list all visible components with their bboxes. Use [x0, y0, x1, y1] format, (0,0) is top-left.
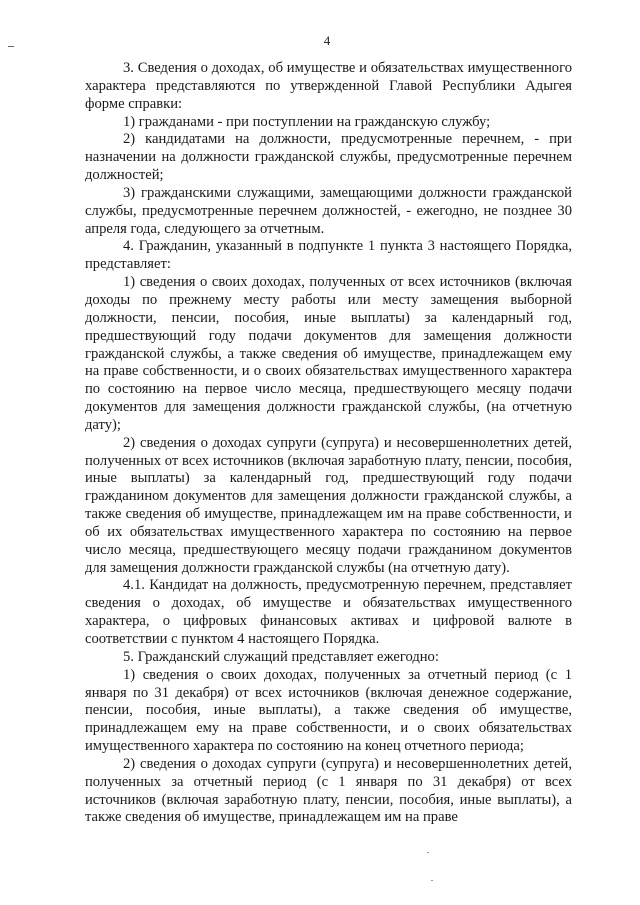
page-number: 4: [323, 33, 331, 48]
paragraph-3-item-2: 2) кандидатами на должности, предусмотренные перечнем, - при назначении на должности гражданской службы, предусмотренные перечнем должностей;: [85, 131, 572, 184]
paragraph-4-item-2: 2) сведения о доходах супруги (супруга) и несовершеннолетних детей, полученных от всех источников (включая заработную плату, пенсии, пособия, иные выплаты) за календарный год, предшествующий году подачи гражданином документов для замещения должности гражданской службы, а также сведения об имуществе, принадлежащем им на праве собственности, и об их обязательствах имущественного характера по состоянию на первое число месяца, предшествующего месяцу подачи гражданином документов для замещения должности гражданской службы (на отчетную дату).: [85, 434, 572, 576]
paragraph-3-item-3: 3) гражданскими служащими, замещающими должности гражданской службы, предусмотренные перечнем должностей, - ежегодно, не позднее 30 апреля года, следующего за отчетным.: [85, 184, 572, 237]
scan-speck: [427, 852, 429, 853]
document-body: [85, 60, 572, 827]
paragraph-4-1: 4.1. Кандидат на должность, предусмотренную перечнем, представляет сведения о доходах, об имуществе и обязательствах имущественного характера, о цифровых финансовых активах и цифровой валюте в соответствии с пунктом 4 настоящего Порядка.: [85, 577, 572, 647]
paragraph-5-item-1: 1) сведения о своих доходах, полученных за отчетный период (с 1 января по 31 декабря) от всех источников (включая денежное содержание, пенсии, пособия, иные выплаты), а также сведения об имуществе, принадлежащем ему на праве собственности, и о своих обязательствах имущественного характера по состоянию на конец отчетного периода;: [85, 666, 572, 755]
paragraph-3: 3. Сведения о доходах, об имуществе и обязательствах имущественного характера представляются по утвержденной Главой Республики Адыгея форме справки:: [85, 60, 572, 112]
paragraph-4-item-1: 1) сведения о своих доходах, полученных от всех источников (включая доходы по прежнему месту работы или месту замещения выборной должности, пенсии, пособия, иные выплаты) за календарный год, предшествующий году подачи документов для замещения должности гражданской службы, а также сведения об имуществе, принадлежащем ему на праве собственности, и о своих обязательствах имущественного характера по состоянию на первое число месяца, предшествующего месяцу подачи документов для замещения должности гражданской службы, (на отчетную дату);: [85, 274, 572, 433]
paragraph-5: 5. Гражданский служащий представляет ежегодно:: [123, 648, 439, 665]
scan-speck: [431, 880, 433, 881]
paragraph-3-item-1: 1) гражданами - при поступлении на гражданскую службу;: [123, 113, 491, 130]
paragraph-4: 4. Гражданин, указанный в подпункте 1 пункта 3 настоящего Порядка, представляет:: [85, 238, 572, 273]
paragraph-5-item-2: 2) сведения о доходах супруги (супруга) и несовершеннолетних детей, полученных за отчетный период (с 1 января по 31 декабря) от всех источников (включая заработную плату, пенсии, пособия, иные выплаты), а также сведения об имуществе, принадлежащем им на праве: [85, 755, 572, 826]
